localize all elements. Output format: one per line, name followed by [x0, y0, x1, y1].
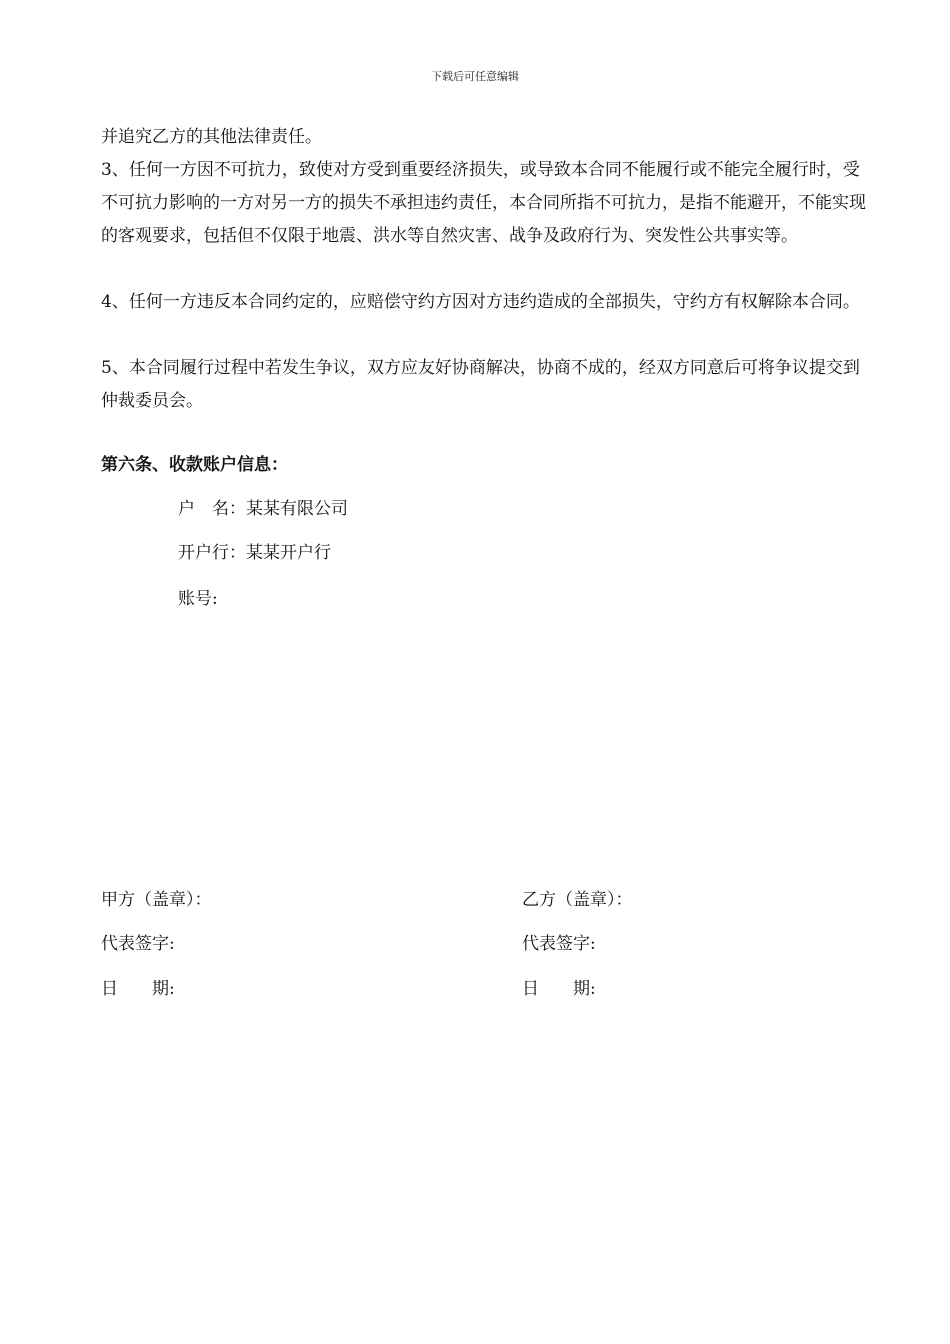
paragraph-force-majeure: 3、任何一方因不可抗力，致使对方受到重要经济损失，或导致本合同不能履行或不能完全履行时，受不可抗力影响的一方对另一方的损失不承担违约责任，本合同所指不可抗力，是指不能避开，不能实现的客观要求，包括但不仅限于地震、洪水等自然灾害、战争及政府行为、突发性公共事实等。	[101, 160, 866, 246]
section-heading-account-info: 第六条、收款账户信息：	[101, 455, 288, 475]
paragraph-breach-compensation: 4、任何一方违反本合同约定的，应赔偿守约方因对方违约造成的全部损失，守约方有权解除本合同。	[101, 292, 860, 312]
paragraph-liability-continuation: 并追究乙方的其他法律责任。	[101, 127, 322, 147]
account-name-line: 户 名：某某有限公司	[178, 499, 348, 519]
party-a-seal-label: 甲方（盖章）：	[101, 890, 212, 910]
party-b-seal-label: 乙方（盖章）：	[522, 890, 633, 910]
party-a-representative-label: 代表签字:	[101, 934, 175, 954]
bank-line: 开户行：某某开户行	[178, 543, 331, 563]
party-b-representative-label: 代表签字:	[522, 934, 596, 954]
party-a-date-label: 日 期:	[101, 979, 175, 999]
page-header: 下载后可任意编辑	[431, 70, 519, 83]
paragraph-dispute-resolution: 5、本合同履行过程中若发生争议，双方应友好协商解决，协商不成的，经双方同意后可将争议提交到仲裁委员会。	[101, 358, 860, 411]
account-number-line: 账号:	[178, 589, 218, 609]
party-b-date-label: 日 期:	[522, 979, 596, 999]
